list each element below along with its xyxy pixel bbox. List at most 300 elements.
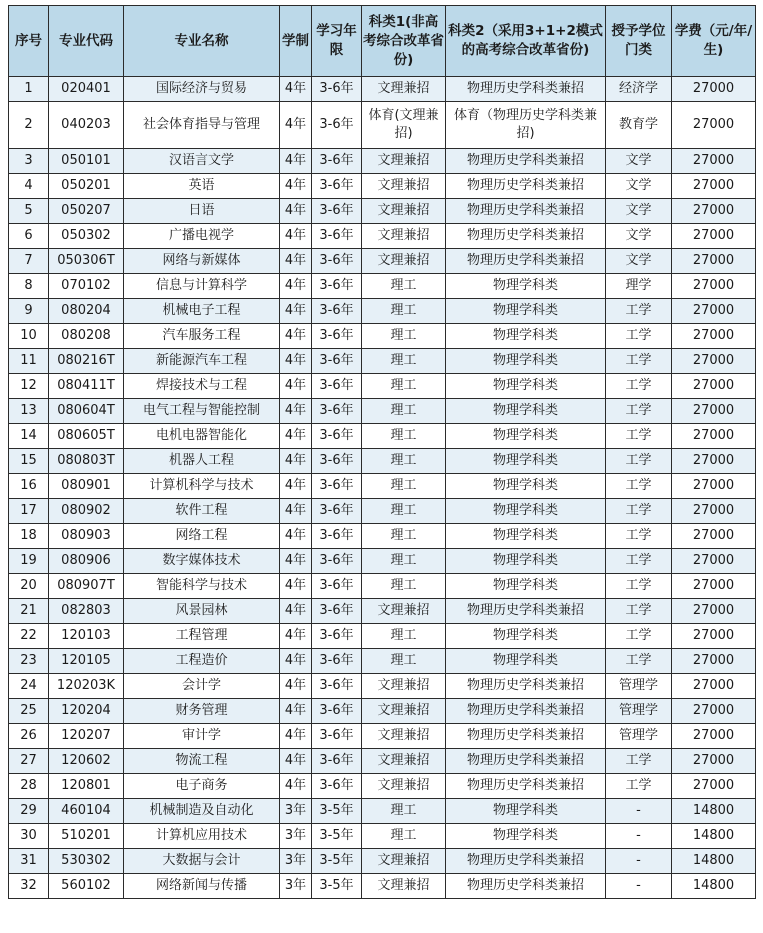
- cell-index: 1: [9, 77, 49, 102]
- cell-degree-type: 工学: [606, 749, 672, 774]
- table-row: [9, 449, 756, 474]
- table-row: [9, 799, 756, 824]
- cell-tuition: 27000: [672, 274, 756, 299]
- cell-category-2: 物理学科类: [446, 824, 606, 849]
- cell-category-1: 文理兼招: [362, 199, 446, 224]
- cell-duration: 4年: [280, 324, 312, 349]
- cell-category-1: 理工: [362, 349, 446, 374]
- cell-tuition: 27000: [672, 649, 756, 674]
- cell-degree-type: -: [606, 874, 672, 899]
- cell-duration: 4年: [280, 199, 312, 224]
- cell-study-period: 3-6年: [312, 249, 362, 274]
- cell-major-name: 大数据与会计: [124, 849, 280, 874]
- cell-category-1: 理工: [362, 424, 446, 449]
- cell-index: 16: [9, 474, 49, 499]
- cell-study-period: 3-5年: [312, 874, 362, 899]
- cell-category-1: 文理兼招: [362, 249, 446, 274]
- table-row: [9, 524, 756, 549]
- cell-category-2: 物理学科类: [446, 349, 606, 374]
- table-header-row: [9, 6, 756, 77]
- cell-degree-type: -: [606, 799, 672, 824]
- cell-index: 19: [9, 549, 49, 574]
- cell-major-code: 080605T: [49, 424, 124, 449]
- cell-study-period: 3-5年: [312, 799, 362, 824]
- cell-duration: 3年: [280, 799, 312, 824]
- cell-index: 25: [9, 699, 49, 724]
- cell-major-code: 510201: [49, 824, 124, 849]
- table-body: [9, 77, 756, 899]
- table-row: [9, 724, 756, 749]
- table-row: [9, 399, 756, 424]
- cell-degree-type: 工学: [606, 599, 672, 624]
- cell-major-code: 040203: [49, 102, 124, 149]
- table-row: [9, 224, 756, 249]
- table-row: [9, 549, 756, 574]
- cell-duration: 4年: [280, 249, 312, 274]
- cell-index: 3: [9, 149, 49, 174]
- cell-major-name: 网络新闻与传播: [124, 874, 280, 899]
- cell-tuition: 27000: [672, 77, 756, 102]
- cell-category-1: 理工: [362, 574, 446, 599]
- cell-major-name: 汽车服务工程: [124, 324, 280, 349]
- cell-duration: 4年: [280, 399, 312, 424]
- cell-duration: 4年: [280, 749, 312, 774]
- cell-category-2: 物理学科类: [446, 299, 606, 324]
- table-row: [9, 424, 756, 449]
- cell-category-1: 文理兼招: [362, 724, 446, 749]
- cell-index: 32: [9, 874, 49, 899]
- cell-category-2: 物理学科类: [446, 424, 606, 449]
- cell-study-period: 3-6年: [312, 624, 362, 649]
- cell-study-period: 3-6年: [312, 399, 362, 424]
- cell-major-code: 070102: [49, 274, 124, 299]
- cell-category-2: 物理学科类: [446, 574, 606, 599]
- cell-index: 2: [9, 102, 49, 149]
- cell-category-2: 物理学科类: [446, 274, 606, 299]
- cell-major-code: 120801: [49, 774, 124, 799]
- cell-category-1: 文理兼招: [362, 599, 446, 624]
- cell-major-code: 080208: [49, 324, 124, 349]
- table-row: [9, 824, 756, 849]
- cell-category-2: 物理历史学科类兼招: [446, 77, 606, 102]
- cell-tuition: 27000: [672, 102, 756, 149]
- cell-category-1: 理工: [362, 399, 446, 424]
- cell-major-name: 会计学: [124, 674, 280, 699]
- program-table: [8, 5, 756, 899]
- cell-duration: 3年: [280, 874, 312, 899]
- table-row: [9, 174, 756, 199]
- cell-category-1: 体育(文理兼招): [362, 102, 446, 149]
- table-row: [9, 599, 756, 624]
- cell-study-period: 3-6年: [312, 374, 362, 399]
- table-row: [9, 324, 756, 349]
- cell-category-1: 文理兼招: [362, 749, 446, 774]
- cell-duration: 4年: [280, 349, 312, 374]
- cell-category-1: 文理兼招: [362, 674, 446, 699]
- table-row: [9, 149, 756, 174]
- cell-major-name: 计算机应用技术: [124, 824, 280, 849]
- cell-duration: 4年: [280, 599, 312, 624]
- cell-category-2: 物理学科类: [446, 449, 606, 474]
- cell-category-1: 文理兼招: [362, 849, 446, 874]
- cell-degree-type: 文学: [606, 249, 672, 274]
- cell-index: 12: [9, 374, 49, 399]
- cell-major-name: 工程管理: [124, 624, 280, 649]
- cell-category-2: 物理历史学科类兼招: [446, 174, 606, 199]
- cell-major-name: 广播电视学: [124, 224, 280, 249]
- cell-tuition: 27000: [672, 624, 756, 649]
- cell-tuition: 27000: [672, 749, 756, 774]
- cell-duration: 4年: [280, 474, 312, 499]
- cell-major-code: 050207: [49, 199, 124, 224]
- cell-major-name: 新能源汽车工程: [124, 349, 280, 374]
- cell-study-period: 3-6年: [312, 774, 362, 799]
- cell-major-name: 电机电器智能化: [124, 424, 280, 449]
- cell-major-name: 网络工程: [124, 524, 280, 549]
- cell-index: 30: [9, 824, 49, 849]
- table-row: [9, 274, 756, 299]
- cell-category-1: 文理兼招: [362, 774, 446, 799]
- cell-major-name: 日语: [124, 199, 280, 224]
- cell-index: 13: [9, 399, 49, 424]
- header-category-1: 科类1(非高考综合改革省份): [362, 6, 446, 77]
- cell-study-period: 3-6年: [312, 699, 362, 724]
- header-duration: 学制: [280, 6, 312, 77]
- cell-tuition: 27000: [672, 724, 756, 749]
- cell-category-1: 文理兼招: [362, 77, 446, 102]
- table-row: [9, 199, 756, 224]
- cell-degree-type: 工学: [606, 649, 672, 674]
- cell-major-name: 国际经济与贸易: [124, 77, 280, 102]
- cell-study-period: 3-6年: [312, 599, 362, 624]
- cell-major-code: 560102: [49, 874, 124, 899]
- cell-category-1: 文理兼招: [362, 874, 446, 899]
- cell-category-1: 理工: [362, 499, 446, 524]
- cell-major-code: 120602: [49, 749, 124, 774]
- cell-index: 7: [9, 249, 49, 274]
- cell-category-2: 物理历史学科类兼招: [446, 849, 606, 874]
- cell-major-code: 080907T: [49, 574, 124, 599]
- cell-degree-type: 工学: [606, 524, 672, 549]
- cell-category-2: 物理历史学科类兼招: [446, 199, 606, 224]
- cell-major-code: 120204: [49, 699, 124, 724]
- cell-major-code: 080906: [49, 549, 124, 574]
- cell-major-name: 电气工程与智能控制: [124, 399, 280, 424]
- table-row: [9, 749, 756, 774]
- cell-major-name: 数字媒体技术: [124, 549, 280, 574]
- cell-tuition: 27000: [672, 149, 756, 174]
- cell-degree-type: 工学: [606, 574, 672, 599]
- cell-index: 23: [9, 649, 49, 674]
- cell-category-2: 物理历史学科类兼招: [446, 774, 606, 799]
- cell-index: 20: [9, 574, 49, 599]
- cell-major-name: 智能科学与技术: [124, 574, 280, 599]
- cell-major-code: 050306T: [49, 249, 124, 274]
- cell-major-code: 120207: [49, 724, 124, 749]
- header-index: 序号: [9, 6, 49, 77]
- cell-category-2: 物理学科类: [446, 399, 606, 424]
- cell-index: 18: [9, 524, 49, 549]
- cell-study-period: 3-6年: [312, 724, 362, 749]
- cell-major-code: 082803: [49, 599, 124, 624]
- cell-degree-type: 工学: [606, 424, 672, 449]
- cell-major-code: 050201: [49, 174, 124, 199]
- table-row: [9, 649, 756, 674]
- cell-category-2: 物理历史学科类兼招: [446, 749, 606, 774]
- cell-index: 11: [9, 349, 49, 374]
- cell-tuition: 27000: [672, 699, 756, 724]
- cell-category-2: 物理历史学科类兼招: [446, 224, 606, 249]
- cell-category-1: 理工: [362, 449, 446, 474]
- cell-tuition: 27000: [672, 424, 756, 449]
- cell-tuition: 14800: [672, 824, 756, 849]
- cell-index: 21: [9, 599, 49, 624]
- cell-major-code: 080216T: [49, 349, 124, 374]
- cell-category-1: 理工: [362, 649, 446, 674]
- cell-category-1: 文理兼招: [362, 149, 446, 174]
- table-row: [9, 77, 756, 102]
- cell-degree-type: 管理学: [606, 724, 672, 749]
- cell-major-name: 风景园林: [124, 599, 280, 624]
- cell-index: 5: [9, 199, 49, 224]
- cell-major-name: 机器人工程: [124, 449, 280, 474]
- cell-category-2: 物理学科类: [446, 649, 606, 674]
- cell-category-1: 理工: [362, 274, 446, 299]
- cell-duration: 4年: [280, 549, 312, 574]
- cell-major-name: 计算机科学与技术: [124, 474, 280, 499]
- cell-major-name: 汉语言文学: [124, 149, 280, 174]
- table-row: [9, 874, 756, 899]
- cell-tuition: 27000: [672, 224, 756, 249]
- cell-tuition: 27000: [672, 249, 756, 274]
- cell-category-1: 理工: [362, 474, 446, 499]
- cell-study-period: 3-6年: [312, 449, 362, 474]
- cell-category-2: 物理历史学科类兼招: [446, 724, 606, 749]
- cell-study-period: 3-6年: [312, 349, 362, 374]
- cell-tuition: 27000: [672, 674, 756, 699]
- cell-major-name: 社会体育指导与管理: [124, 102, 280, 149]
- cell-index: 28: [9, 774, 49, 799]
- table-row: [9, 102, 756, 149]
- cell-tuition: 14800: [672, 799, 756, 824]
- cell-major-name: 机械电子工程: [124, 299, 280, 324]
- cell-study-period: 3-6年: [312, 274, 362, 299]
- cell-category-1: 文理兼招: [362, 699, 446, 724]
- cell-category-1: 文理兼招: [362, 174, 446, 199]
- cell-duration: 4年: [280, 102, 312, 149]
- header-major-code: 专业代码: [49, 6, 124, 77]
- cell-major-name: 财务管理: [124, 699, 280, 724]
- cell-tuition: 27000: [672, 324, 756, 349]
- cell-duration: 4年: [280, 774, 312, 799]
- cell-category-2: 物理学科类: [446, 499, 606, 524]
- cell-index: 26: [9, 724, 49, 749]
- cell-study-period: 3-6年: [312, 499, 362, 524]
- cell-degree-type: 工学: [606, 774, 672, 799]
- cell-index: 14: [9, 424, 49, 449]
- cell-tuition: 27000: [672, 524, 756, 549]
- cell-duration: 4年: [280, 699, 312, 724]
- cell-tuition: 27000: [672, 574, 756, 599]
- cell-study-period: 3-6年: [312, 549, 362, 574]
- cell-index: 10: [9, 324, 49, 349]
- cell-tuition: 27000: [672, 199, 756, 224]
- cell-duration: 4年: [280, 374, 312, 399]
- cell-index: 22: [9, 624, 49, 649]
- cell-degree-type: 理学: [606, 274, 672, 299]
- cell-major-code: 530302: [49, 849, 124, 874]
- cell-study-period: 3-6年: [312, 77, 362, 102]
- header-tuition: 学费（元/年/生): [672, 6, 756, 77]
- cell-category-1: 理工: [362, 299, 446, 324]
- cell-degree-type: 文学: [606, 149, 672, 174]
- table-row: [9, 624, 756, 649]
- cell-duration: 4年: [280, 224, 312, 249]
- cell-index: 6: [9, 224, 49, 249]
- cell-major-code: 120103: [49, 624, 124, 649]
- header-category-2: 科类2（采用3+1+2模式的高考综合改革省份): [446, 6, 606, 77]
- cell-category-2: 体育（物理历史学科类兼招): [446, 102, 606, 149]
- cell-study-period: 3-6年: [312, 224, 362, 249]
- cell-degree-type: 教育学: [606, 102, 672, 149]
- cell-index: 9: [9, 299, 49, 324]
- cell-study-period: 3-6年: [312, 674, 362, 699]
- cell-major-name: 英语: [124, 174, 280, 199]
- cell-major-code: 080411T: [49, 374, 124, 399]
- cell-study-period: 3-6年: [312, 649, 362, 674]
- cell-degree-type: -: [606, 849, 672, 874]
- cell-study-period: 3-6年: [312, 174, 362, 199]
- cell-degree-type: 工学: [606, 449, 672, 474]
- cell-duration: 4年: [280, 499, 312, 524]
- cell-duration: 4年: [280, 449, 312, 474]
- cell-tuition: 27000: [672, 499, 756, 524]
- cell-category-1: 理工: [362, 824, 446, 849]
- cell-degree-type: 经济学: [606, 77, 672, 102]
- cell-degree-type: 工学: [606, 374, 672, 399]
- table-row: [9, 474, 756, 499]
- cell-category-1: 理工: [362, 524, 446, 549]
- cell-duration: 4年: [280, 724, 312, 749]
- cell-major-code: 080604T: [49, 399, 124, 424]
- cell-major-name: 信息与计算科学: [124, 274, 280, 299]
- table-row: [9, 774, 756, 799]
- cell-duration: 4年: [280, 299, 312, 324]
- cell-degree-type: 工学: [606, 324, 672, 349]
- cell-tuition: 14800: [672, 849, 756, 874]
- cell-tuition: 27000: [672, 399, 756, 424]
- cell-category-2: 物理历史学科类兼招: [446, 674, 606, 699]
- cell-tuition: 27000: [672, 549, 756, 574]
- table-row: [9, 849, 756, 874]
- table-row: [9, 249, 756, 274]
- cell-major-code: 120203K: [49, 674, 124, 699]
- cell-index: 4: [9, 174, 49, 199]
- cell-category-2: 物理历史学科类兼招: [446, 699, 606, 724]
- cell-category-1: 文理兼招: [362, 224, 446, 249]
- cell-degree-type: 文学: [606, 174, 672, 199]
- cell-major-code: 080803T: [49, 449, 124, 474]
- cell-study-period: 3-6年: [312, 474, 362, 499]
- cell-category-2: 物理学科类: [446, 799, 606, 824]
- cell-degree-type: 文学: [606, 199, 672, 224]
- cell-study-period: 3-6年: [312, 149, 362, 174]
- cell-duration: 4年: [280, 674, 312, 699]
- cell-study-period: 3-6年: [312, 574, 362, 599]
- cell-degree-type: 工学: [606, 499, 672, 524]
- cell-study-period: 3-6年: [312, 424, 362, 449]
- cell-major-code: 020401: [49, 77, 124, 102]
- table-row: [9, 299, 756, 324]
- cell-duration: 4年: [280, 624, 312, 649]
- cell-index: 15: [9, 449, 49, 474]
- cell-category-2: 物理历史学科类兼招: [446, 599, 606, 624]
- cell-index: 29: [9, 799, 49, 824]
- cell-tuition: 27000: [672, 449, 756, 474]
- table-row: [9, 374, 756, 399]
- cell-study-period: 3-5年: [312, 824, 362, 849]
- cell-major-code: 080903: [49, 524, 124, 549]
- cell-major-code: 460104: [49, 799, 124, 824]
- cell-category-2: 物理学科类: [446, 324, 606, 349]
- cell-category-1: 理工: [362, 324, 446, 349]
- cell-study-period: 3-6年: [312, 524, 362, 549]
- header-major-name: 专业名称: [124, 6, 280, 77]
- cell-study-period: 3-6年: [312, 199, 362, 224]
- cell-major-name: 审计学: [124, 724, 280, 749]
- table-row: [9, 674, 756, 699]
- cell-duration: 4年: [280, 174, 312, 199]
- cell-tuition: 14800: [672, 874, 756, 899]
- cell-major-code: 050302: [49, 224, 124, 249]
- cell-category-2: 物理历史学科类兼招: [446, 149, 606, 174]
- cell-index: 27: [9, 749, 49, 774]
- program-table-container: [8, 5, 756, 899]
- cell-category-2: 物理学科类: [446, 524, 606, 549]
- cell-degree-type: 工学: [606, 299, 672, 324]
- cell-major-code: 080902: [49, 499, 124, 524]
- cell-tuition: 27000: [672, 299, 756, 324]
- cell-category-1: 理工: [362, 799, 446, 824]
- cell-major-code: 080204: [49, 299, 124, 324]
- cell-duration: 4年: [280, 574, 312, 599]
- cell-degree-type: 工学: [606, 349, 672, 374]
- cell-degree-type: 工学: [606, 474, 672, 499]
- cell-major-name: 机械制造及自动化: [124, 799, 280, 824]
- cell-major-name: 物流工程: [124, 749, 280, 774]
- cell-degree-type: 工学: [606, 399, 672, 424]
- cell-study-period: 3-5年: [312, 849, 362, 874]
- cell-category-2: 物理历史学科类兼招: [446, 874, 606, 899]
- cell-index: 31: [9, 849, 49, 874]
- cell-index: 17: [9, 499, 49, 524]
- cell-tuition: 27000: [672, 174, 756, 199]
- cell-study-period: 3-6年: [312, 324, 362, 349]
- cell-tuition: 27000: [672, 599, 756, 624]
- cell-duration: 4年: [280, 274, 312, 299]
- cell-degree-type: 管理学: [606, 699, 672, 724]
- cell-index: 8: [9, 274, 49, 299]
- cell-degree-type: 管理学: [606, 674, 672, 699]
- cell-duration: 3年: [280, 849, 312, 874]
- table-row: [9, 499, 756, 524]
- table-row: [9, 574, 756, 599]
- cell-major-name: 工程造价: [124, 649, 280, 674]
- cell-category-1: 理工: [362, 624, 446, 649]
- header-study-period: 学习年限: [312, 6, 362, 77]
- cell-category-1: 理工: [362, 374, 446, 399]
- cell-major-code: 050101: [49, 149, 124, 174]
